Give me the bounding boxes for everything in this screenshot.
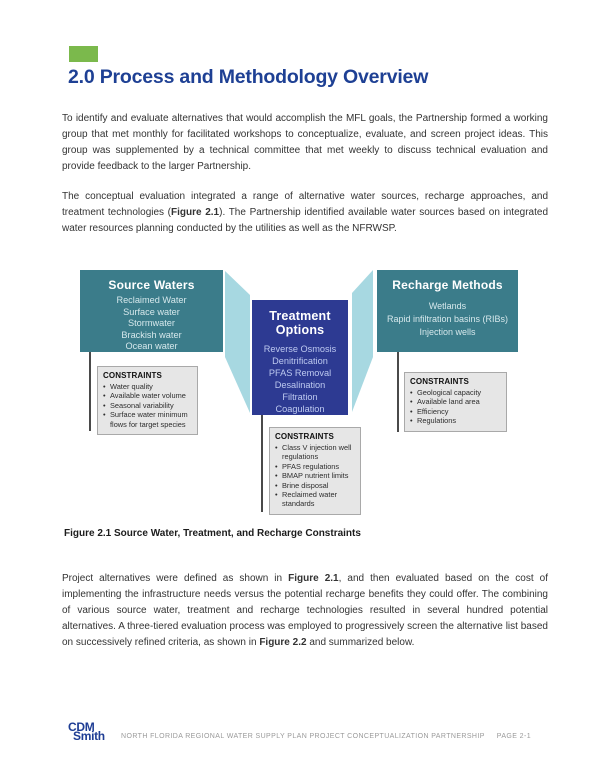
recharge-methods-title: Recharge Methods [392,278,503,292]
paragraph-text: and summarized below. [306,637,415,648]
recharge-methods-box [377,270,518,352]
constraint-item: • Geological capacity [410,388,502,397]
constraint-item: • Available water volume [103,391,193,400]
logo-line-1: CDM [68,720,95,734]
figure-reference: Figure 2.1 [288,573,339,584]
constraint-item: • Regulations [410,416,502,425]
list-item: Injection wells [419,327,476,337]
list-item: Denitrification [272,356,328,366]
connector-line-source [89,352,91,431]
treatment-options-box [252,300,348,415]
list-item: Ocean water [125,341,178,352]
source-waters-box [80,270,223,352]
figure-reference: Figure 2.2 [259,637,307,648]
recharge-constraints-box [404,372,507,432]
list-item: Surface water [123,306,180,317]
source-waters-title: Source Waters [108,278,195,292]
list-item: Brackish water [121,329,182,340]
recharge-methods-items [377,300,518,339]
list-item: Wetlands [428,301,467,311]
treatment-options-items [252,343,348,415]
list-item: Filtration [282,392,318,402]
constraint-item: • Efficiency [410,407,502,416]
body-paragraph-3 [62,571,548,651]
constraint-item: • Surface water minimum flows for target species [103,410,193,429]
list-item: Coagulation [275,404,325,414]
body-paragraph-1: To identify and evaluate alternatives that would accomplish the MFL goals, the Partnership formed a working group that met monthly for facilitated workshops to conceptualize, evaluate, and screen project ideas. This group was supplemented by a technical committee that met weekly to discuss technical evaluation and provide feedback to the larger Partnership. [62,113,548,172]
figure-reference: Figure 2.1 [171,207,220,218]
footer-text: NORTH FLORIDA REGIONAL WATER SUPPLY PLAN PROJECT CONCEPTUALIZATION PARTNERSHIP [121,732,485,740]
constraints-title: CONSTRAINTS [410,377,469,386]
treatment-constraints-box [269,427,361,515]
section-accent-rect [69,46,98,62]
paragraph-text: Project alternatives were defined as shown in [62,573,289,584]
figure-2-1-diagram [60,265,540,525]
treatment-options-title: Treatment Options [269,309,331,337]
constraint-item: • Reclaimed water standards [275,490,356,509]
list-item: Reverse Osmosis [263,344,337,354]
page-title: 2.0 Process and Methodology Overview [68,66,429,88]
constraint-item: • BMAP nutrient limits [275,471,356,480]
constraints-title: CONSTRAINTS [103,371,162,380]
constraint-item: • Available land area [410,397,502,406]
constraint-item: • Seasonal variability [103,401,193,410]
list-item: Stormwater [128,318,175,329]
list-item: Rapid infiltration basins (RIBs) [386,314,509,324]
list-item: Reclaimed Water [116,295,187,305]
body-paragraph-2 [62,189,548,237]
constraint-item: • Brine disposal [275,481,356,490]
figure-caption: Figure 2.1 Source Water, Treatment, and Recharge Constraints [64,528,361,539]
paragraph-text: The conceptual evaluation integrated a range of alternative water sources, recharge approaches, and treatment technologies ( [62,191,548,218]
constraint-item: • Water quality [103,382,193,391]
constraint-item: • Class V injection well regulations [275,443,356,462]
cdm-smith-logo [68,722,105,741]
constraint-item: • PFAS regulations [275,462,356,471]
constraints-title: CONSTRAINTS [275,432,334,441]
source-constraints-box [97,366,198,435]
flow-chevron-left-icon [225,271,250,413]
flow-chevron-right-icon [352,270,373,412]
list-item: Desalination [274,380,326,390]
list-item: PFAS Removal [268,368,332,378]
paragraph-text: , and then evaluated based on the cost of implementing the infrastructure needs versus the potential recharge benefits they could offer. The combining of various source water, treatment and recharge technologies resulted in several hundred potential alternatives. A three-tiered evaluation process was employed to progressively screen the alternative list based on successively refined criteria, as shown in [62,573,548,648]
source-waters-items [80,295,223,353]
logo-line-2: Smith [73,729,105,743]
connector-line-recharge [397,352,399,432]
connector-line-treatment [261,415,263,512]
paragraph-text: ). The Partnership identified available water sources based on integrated water resources planning conducted by the utilities as well as the NFRWSP. [62,207,549,234]
page-number: PAGE 2-1 [496,732,531,740]
page-footer [121,728,531,744]
